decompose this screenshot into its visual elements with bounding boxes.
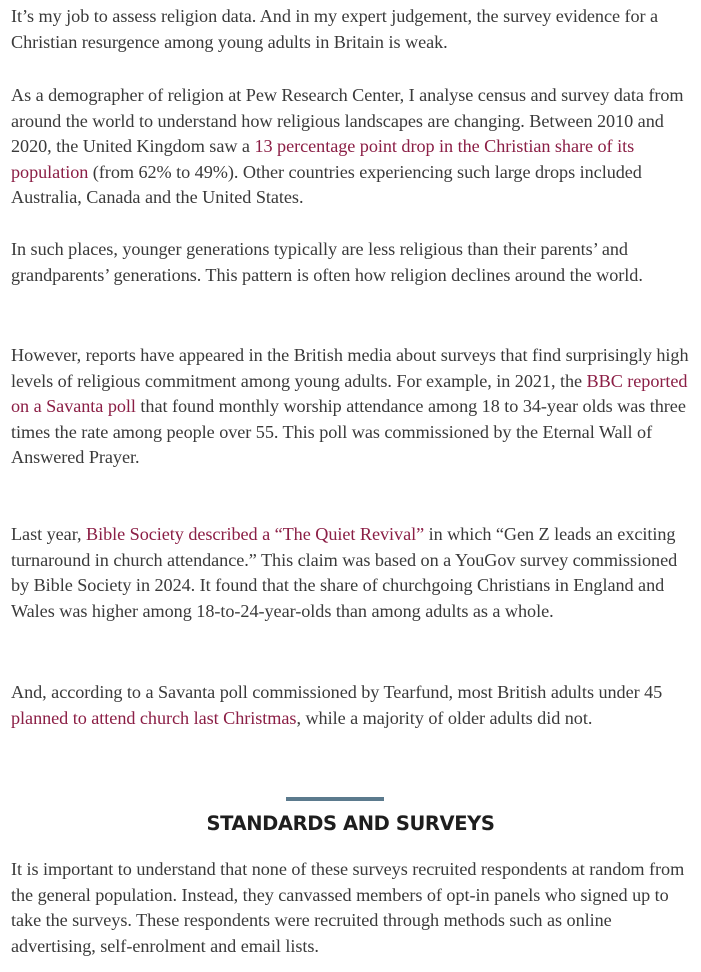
paragraph-text: that found monthly worship attendance among 18 to 34-year olds was three times the rate among people over 55. This poll was commissioned by the Eternal Wall of Answered Prayer. bbox=[11, 396, 686, 468]
paragraph-text: It’s my job to assess religion data. And in my expert judgement, the survey evidence for a Christian resurgence among young adults in Britain is weak. bbox=[11, 6, 659, 52]
link-bbc-savanta-poll[interactable]: BBC reported on a Savanta poll bbox=[11, 370, 688, 417]
paragraph-text: And, according to a Savanta poll commissioned by Tearfund, most British adults under 45 bbox=[11, 682, 663, 702]
paragraph-text: in which “Gen Z leads an exciting turnaround in church attendance.” This claim was based on a YouGov survey commissioned by Bible Society in 2024. It found that the share of churchgoing Christians in England and Wales was higher among 18-to-24-year-olds than among adults as a whole. bbox=[11, 524, 678, 621]
section-divider bbox=[286, 797, 384, 801]
section-heading: STANDARDS AND SURVEYS bbox=[206, 812, 495, 835]
paragraph-demographer bbox=[11, 83, 691, 211]
link-bible-society-quiet-revival[interactable]: Bible Society described a “The Quiet Revival” bbox=[85, 524, 425, 544]
paragraph-text: As a demographer of religion at Pew Research Center, I analyse census and survey data from around the world to understand how religious landscapes are changing. Between 2010 and 2020, the United Kingdom saw a bbox=[11, 85, 684, 157]
paragraph-text: , while a majority of older adults did not. bbox=[296, 707, 593, 728]
link-church-last-christmas[interactable]: planned to attend church last Christmas bbox=[11, 707, 297, 728]
paragraph-text: In such places, younger generations typically are less religious than their parents’ and grandparents’ generations. This pattern is often how religion declines around the world. bbox=[11, 239, 643, 285]
paragraph-intro bbox=[11, 4, 691, 55]
paragraph-text: Last year, bbox=[11, 524, 86, 544]
paragraph-text: (from 62% to 49%). Other countries experiencing such large drops included Australia, Canada and the United States. bbox=[11, 161, 642, 208]
paragraph-quiet-revival bbox=[11, 522, 691, 624]
paragraph-british-media bbox=[11, 343, 691, 471]
paragraph-younger-generations bbox=[11, 237, 691, 288]
paragraph-text: However, reports have appeared in the British media about surveys that find surprisingly high levels of religious commitment among young adults. For example, in 2021, the bbox=[11, 345, 689, 391]
paragraph-standards bbox=[11, 857, 691, 959]
paragraph-text: It is important to understand that none of these surveys recruited respondents at random from the general population. Instead, they canvassed members of opt-in panels who signed up to take the surveys. These respondents were recruited through methods such as online advertising, self-enrolment and email lists. bbox=[11, 859, 685, 956]
paragraph-tearfund bbox=[11, 680, 691, 731]
link-christian-share-drop[interactable]: 13 percentage point drop in the Christian share of its population bbox=[11, 136, 635, 182]
